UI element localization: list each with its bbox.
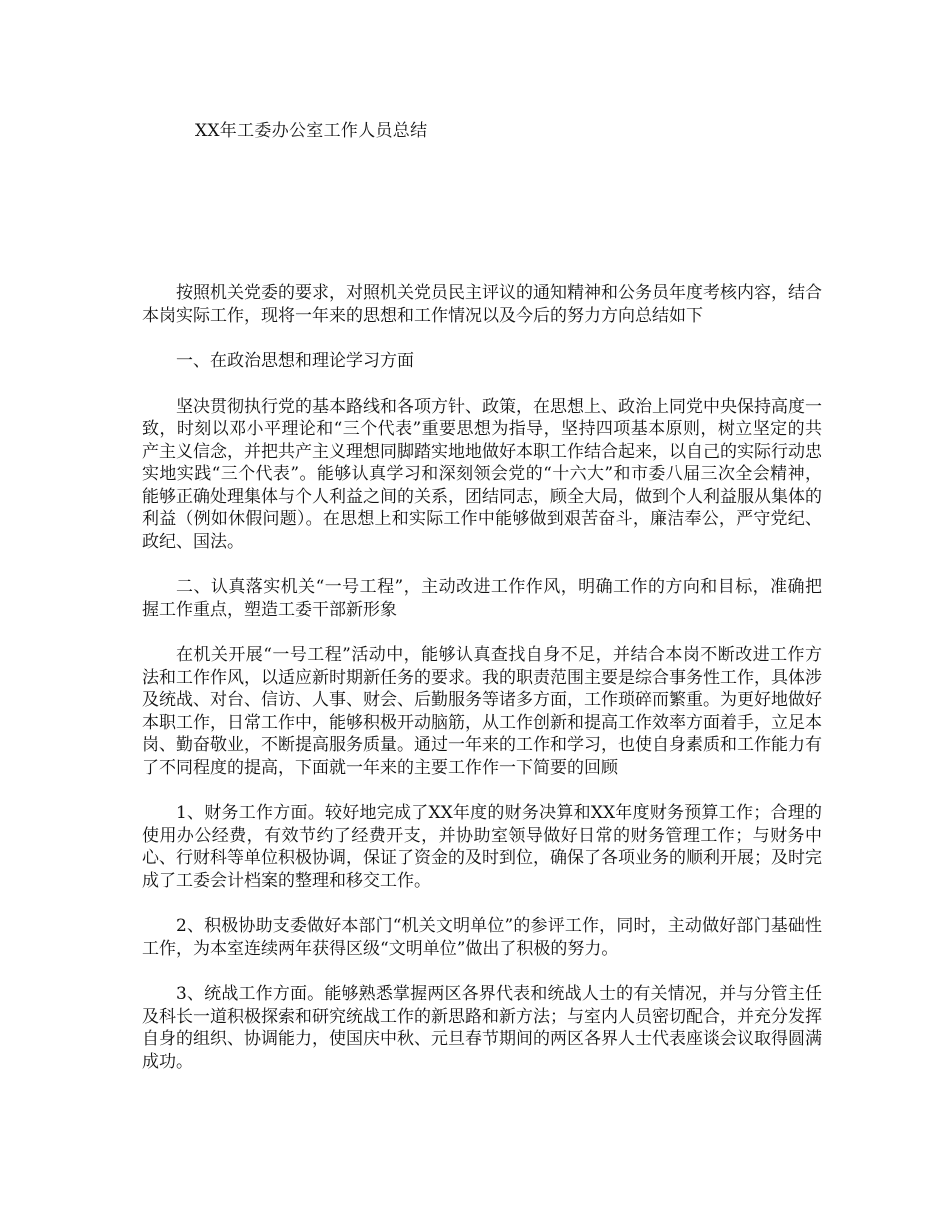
document-title: XX年工委办公室工作人员总结 [195,121,428,141]
item-2-civilized-unit: 2、积极协助支委做好本部门“机关文明单位”的参评工作，同时，主动做好部门基础性工作，为本室连续两年获得区级“文明单位”做出了积极的努力。 [142,916,822,959]
section-1-paragraph: 坚决贯彻执行党的基本路线和各项方针、政策，在思想上、政治上同党中央保持高度一致，时刻以邓小平理论和“三个代表”重要思想为指导，坚持四项基本原则，树立坚定的共产主义信念，并把共产主义理想同脚踏实地地做好本职工作结合起来，以自己的实际行动忠实地实践“三个代表”。能够认真学习和深刻领会党的“十六大”和市委八届三次全会精神，能够正确处理集体与个人利益之间的关系，团结同志，顾全大局，做到个人利益服从集体的利益（例如休假问题）。在思想上和实际工作中能够做到艰苦奋斗，廉洁奉公，严守党纪、政纪、国法。 [142,396,822,552]
item-3-united-front: 3、统战工作方面。能够熟悉掌握两区各界代表和统战人士的有关情况，并与分管主任及科长一道积极探索和研究统战工作的新思路和新方法；与室内人员密切配合，并充分发挥自身的组织、协调能力，使国庆中秋、元旦春节期间的两区各界人士代表座谈会议取得圆满成功。 [142,984,822,1072]
document-body [142,282,822,1096]
intro-paragraph: 按照机关党委的要求，对照机关党员民主评议的通知精神和公务员年度考核内容，结合本岗实际工作，现将一年来的思想和工作情况以及今后的努力方向总结如下 [142,283,822,326]
section-heading-1: 一、在政治思想和理论学习方面 [176,351,414,371]
section-heading-2: 二、认真落实机关“一号工程”，主动改进工作作风，明确工作的方向和目标，准确把握工作重点，塑造工委干部新形象 [142,577,822,620]
item-1-finance: 1、财务工作方面。较好地完成了XX年度的财务决算和XX年度财务预算工作；合理的使用办公经费，有效节约了经费开支，并协助室领导做好日常的财务管理工作；与财务中心、行财科等单位积极协调，保证了资金的及时到位，确保了各项业务的顺利开展；及时完成了工委会计档案的整理和移交工作。 [142,803,822,891]
section-2-paragraph: 在机关开展“一号工程”活动中，能够认真查找自身不足，并结合本岗不断改进工作方法和工作作风，以适应新时期新任务的要求。我的职责范围主要是综合事务性工作，具体涉及统战、对台、信访、人事、财会、后勤服务等诸多方面，工作琐碎而繁重。为更好地做好本职工作，日常工作中，能够积极开动脑筋，从工作创新和提高工作效率方面着手，立足本岗、勤奋敬业，不断提高服务质量。通过一年来的工作和学习，也使自身素质和工作能力有了不同程度的提高，下面就一年来的主要工作作一下简要的回顾 [142,645,822,778]
